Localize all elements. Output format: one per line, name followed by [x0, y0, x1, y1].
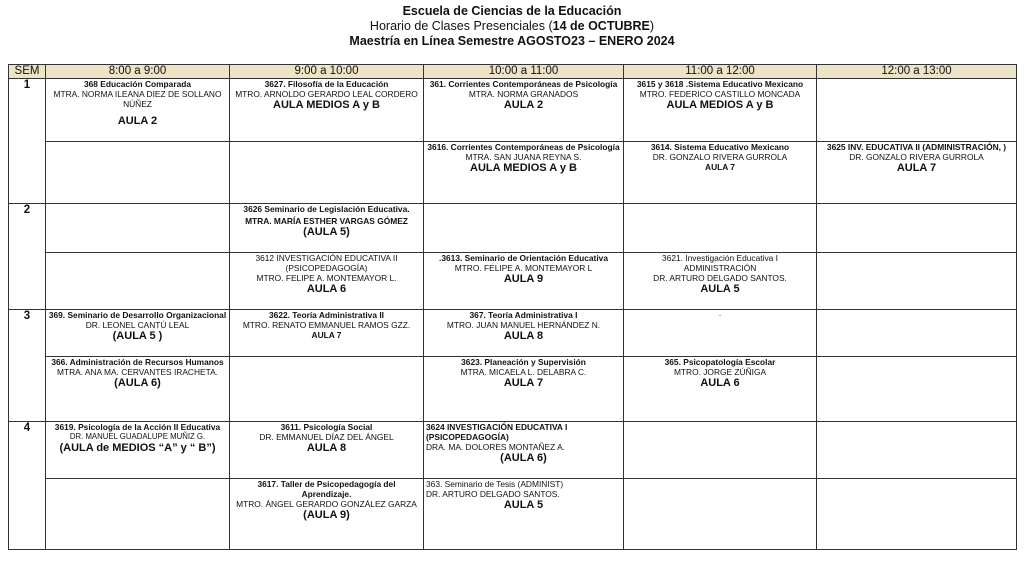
empty-cell [817, 479, 1017, 550]
empty-cell [46, 142, 230, 204]
table-row [9, 479, 1017, 550]
empty-cell [817, 79, 1017, 142]
semester-label: 1 [9, 79, 46, 204]
empty-cell [817, 357, 1017, 422]
table-row [9, 422, 1017, 479]
class-cell: 361. Corrientes Contemporáneas de Psicología MTRA. NORMA GRANADOS AULA 2 [424, 79, 624, 142]
class-cell: 367. Teoría Administrativa I MTRO. JUAN MANUEL HERNÁNDEZ N. AULA 8 [424, 310, 624, 357]
class-cell: 3615 y 3618 .Sistema Educativo Mexicano MTRO. FEDERICO CASTILLO MONCADA AULA MEDIOS A y B [624, 79, 817, 142]
col-header-8: 8:00 a 9:00 [46, 65, 230, 79]
class-cell: 3614. Sistema Educativo Mexicano DR. GONZALO RIVERA GURROLA AULA 7 [624, 142, 817, 204]
table-row [9, 253, 1017, 310]
document-header [0, 0, 1024, 58]
empty-cell [624, 422, 817, 479]
class-cell: 3619. Psicología de la Acción II Educativa DR. MANUEL GUADALUPE MUÑIZ G. (AULA de MEDIOS “A” y “ B”) [46, 422, 230, 479]
empty-cell [817, 204, 1017, 253]
class-cell: 3611. Psicología Social DR. EMMANUEL DÍAZ DEL ÁNGEL AULA 8 [230, 422, 424, 479]
class-cell: 3623. Planeación y Supervisión MTRA. MICAELA L. DELABRA C. AULA 7 [424, 357, 624, 422]
program-title: Maestría en Línea Semestre AGOSTO23 – ENERO 2024 [349, 34, 675, 48]
empty-cell [230, 142, 424, 204]
empty-cell [424, 204, 624, 253]
class-cell: 3626 Seminario de Legislación Educativa. MTRA. MARÍA ESTHER VARGAS GÓMEZ (AULA 5) [230, 204, 424, 253]
empty-cell [46, 253, 230, 310]
table-row [9, 310, 1017, 357]
class-cell: 3621. Investigación Educativa I ADMINISTRACIÓN DR. ARTURO DELGADO SANTOS. AULA 5 [624, 253, 817, 310]
class-cell: 3627. Filosofía de la Educación MTRO. ARNOLDO GERARDO LEAL CORDERO AULA MEDIOS A y B [230, 79, 424, 142]
header-row [9, 65, 1017, 79]
empty-cell [817, 310, 1017, 357]
empty-cell [230, 357, 424, 422]
class-cell: 3617. Taller de Psicopedagogía del Aprendizaje. MTRO. ÁNGEL GERARDO GONZÁLEZ GARZA (AULA 9) [230, 479, 424, 550]
class-cell: 368 Educación Comparada MTRA. NORMA ILEANA DIEZ DE SOLLANO NÚÑEZ AULA 2 [46, 79, 230, 142]
col-header-9: 9:00 a 10:00 [230, 65, 424, 79]
schedule-subtitle: Horario de Clases Presenciales (14 de OCTUBRE) [369, 19, 655, 33]
empty-cell [817, 253, 1017, 310]
class-cell: 369. Seminario de Desarrollo Organizacional DR. LEONEL CANTÚ LEAL (AULA 5 ) [46, 310, 230, 357]
table-row [9, 204, 1017, 253]
empty-cell [817, 422, 1017, 479]
col-header-10: 10:00 a 11:00 [424, 65, 624, 79]
class-cell: .3613. Seminario de Orientación Educativa MTRO. FELIPE A. MONTEMAYOR L AULA 9 [424, 253, 624, 310]
empty-cell [46, 204, 230, 253]
class-cell: 3625 INV. EDUCATIVA II (ADMINISTRACIÓN, ) DR. GONZALO RIVERA GURROLA AULA 7 [817, 142, 1017, 204]
empty-cell [46, 479, 230, 550]
semester-label: 3 [9, 310, 46, 422]
class-cell: 363. Seminario de Tesis (ADMINIST) DR. ARTURO DELGADO SANTOS. AULA 5 [424, 479, 624, 550]
semester-label: 2 [9, 204, 46, 310]
class-cell: 365. Psicopatología Escolar MTRO. JORGE ZÚÑIGA AULA 6 [624, 357, 817, 422]
empty-cell [624, 479, 817, 550]
col-header-12: 12:00 a 13:00 [817, 65, 1017, 79]
class-cell: 3624 INVESTIGACIÓN EDUCATIVA I (PSICOPEDAGOGÍA) DRA. MA. DOLORES MONTAÑEZ A. (AULA 6) [424, 422, 624, 479]
school-title: Escuela de Ciencias de la Educación [402, 4, 622, 18]
class-cell: 3612 INVESTIGACIÓN EDUCATIVA II (PSICOPEDAGOGÍA) MTRO. FELIPE A. MONTEMAYOR L. AULA 6 [230, 253, 424, 310]
class-cell: · [624, 310, 817, 357]
semester-label: 4 [9, 422, 46, 550]
class-cell: 3622. Teoría Administrativa II MTRO. RENATO EMMANUEL RAMOS GZZ. AULA 7 [230, 310, 424, 357]
class-cell: 366. Administración de Recursos Humanos MTRA. ANA MA. CERVANTES IRACHETA. (AULA 6) [46, 357, 230, 422]
table-row [9, 79, 1017, 142]
col-header-11: 11:00 a 12:00 [624, 65, 817, 79]
table-row [9, 357, 1017, 422]
schedule-table [8, 64, 1017, 550]
class-cell: 3616. Corrientes Contemporáneas de Psicología MTRA. SAN JUANA REYNA S. AULA MEDIOS A y B [424, 142, 624, 204]
col-header-sem: SEM [9, 65, 46, 79]
table-row [9, 142, 1017, 204]
empty-cell [624, 204, 817, 253]
